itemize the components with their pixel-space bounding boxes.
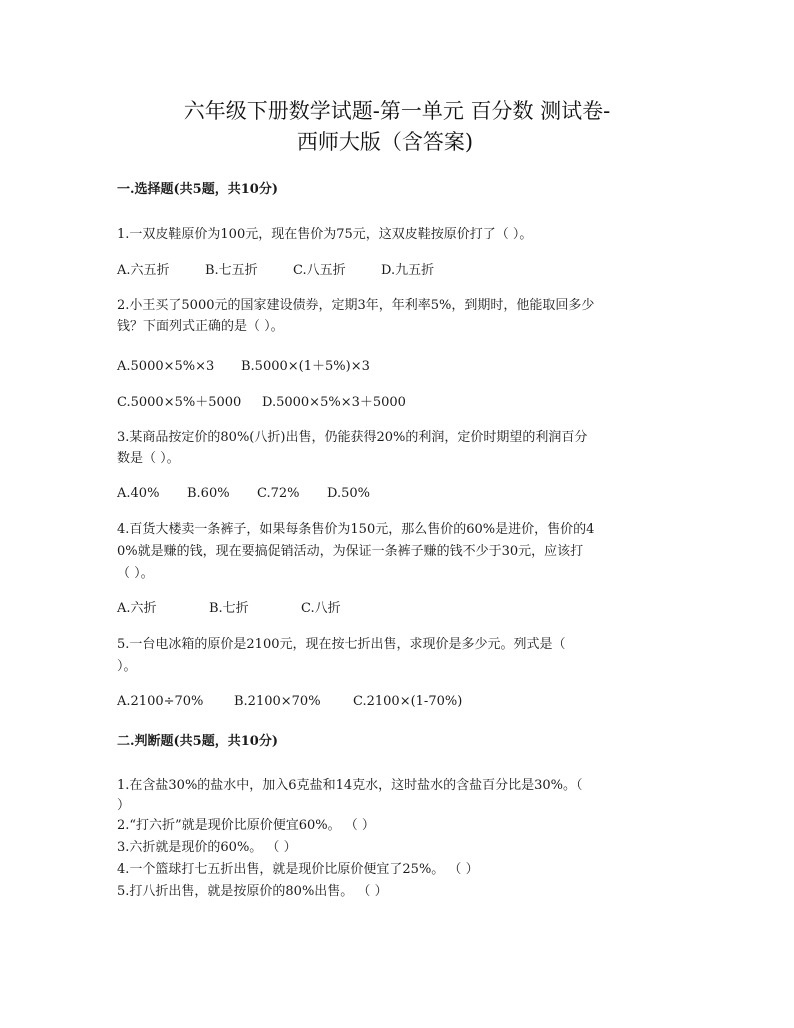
option-a: A.六折 [117, 601, 157, 616]
option-c: C.2100×(1-70%) [353, 694, 463, 709]
judgement-3: 3.六折就是现价的60%。 （ ） [117, 840, 297, 855]
question-4-line-1: 4.百货大楼卖一条裤子，如果每条售价为150元，那么售价的60%是进价，售价的4 [117, 522, 595, 537]
title-line-1: 六年级下册数学试题-第一单元 百分数 测试卷- [183, 99, 611, 123]
option-a: A.5000×5%×3 [117, 359, 215, 374]
option-b: B.2100×70% [234, 694, 321, 709]
option-d: D.50% [327, 486, 370, 501]
option-d: D.5000×5%×3＋5000 [262, 395, 406, 410]
question-4-options [117, 599, 677, 619]
question-5-line-1: 5.一台电冰箱的原价是2100元，现在按七折出售，求现价是多少元。列式是（ [117, 637, 566, 652]
option-a: A.2100÷70% [117, 694, 204, 709]
question-1-options [117, 261, 677, 281]
judgement-5: 5.打八折出售，就是按原价的80%出售。 （ ） [117, 884, 388, 899]
option-c: C.八折 [301, 601, 341, 616]
question-2-options-row-2 [117, 393, 677, 413]
option-c: C.5000×5%＋5000 [117, 395, 242, 410]
section-heading-judgement: 二.判断题(共5题，共10分) [117, 734, 278, 749]
judgement-4: 4.一个篮球打七五折出售，就是现价比原价便宜了25%。 （ ） [117, 862, 479, 877]
question-4-line-3: （ ）。 [117, 566, 154, 581]
question-3-options [117, 484, 677, 504]
question-2-line-1: 2.小王买了5000元的国家建设债券，定期3年，年利率5%，到期时，他能取回多少 [117, 298, 595, 313]
option-a: A.六五折 [117, 263, 170, 278]
option-b: B.七五折 [205, 263, 258, 278]
option-d: D.九五折 [381, 263, 435, 278]
question-2-options-row-1 [117, 357, 677, 377]
question-3-line-1: 3.某商品按定价的80%(八折)出售，仍能获得20%的利润，定价时期望的利润百分 [117, 430, 588, 445]
question-4-line-2: 0%就是赚的钱，现在要搞促销活动，为保证一条裤子赚的钱不少于30元，应该打 [117, 544, 584, 559]
section-heading-choice: 一.选择题(共5题，共10分) [117, 182, 278, 197]
judgement-1-line-2: ） [117, 798, 131, 813]
judgement-2: 2.“打六折”就是现价比原价便宜60%。 （ ） [117, 818, 375, 833]
question-5-line-2: ）。 [117, 659, 137, 674]
option-c: C.八五折 [293, 263, 346, 278]
question-1-text: 1.一双皮鞋原价为100元，现在售价为75元，这双皮鞋按原价打了（ ）。 [117, 227, 533, 242]
option-a: A.40% [117, 486, 160, 501]
question-5-options [117, 692, 677, 712]
option-c: C.72% [257, 486, 300, 501]
question-2-line-2: 钱？下面列式正确的是（ ）。 [117, 319, 284, 334]
judgement-1-line-1: 1.在含盐30%的盐水中，加入6克盐和14克水，这时盐水的含盐百分比是30%。（ [117, 778, 583, 793]
question-3-line-2: 数是（ ）。 [117, 451, 180, 466]
title-line-2: 西师大版（含答案) [296, 130, 474, 154]
option-b: B.60% [187, 486, 230, 501]
option-b: B.5000×(1＋5%)×3 [241, 359, 370, 374]
option-b: B.七折 [209, 601, 249, 616]
